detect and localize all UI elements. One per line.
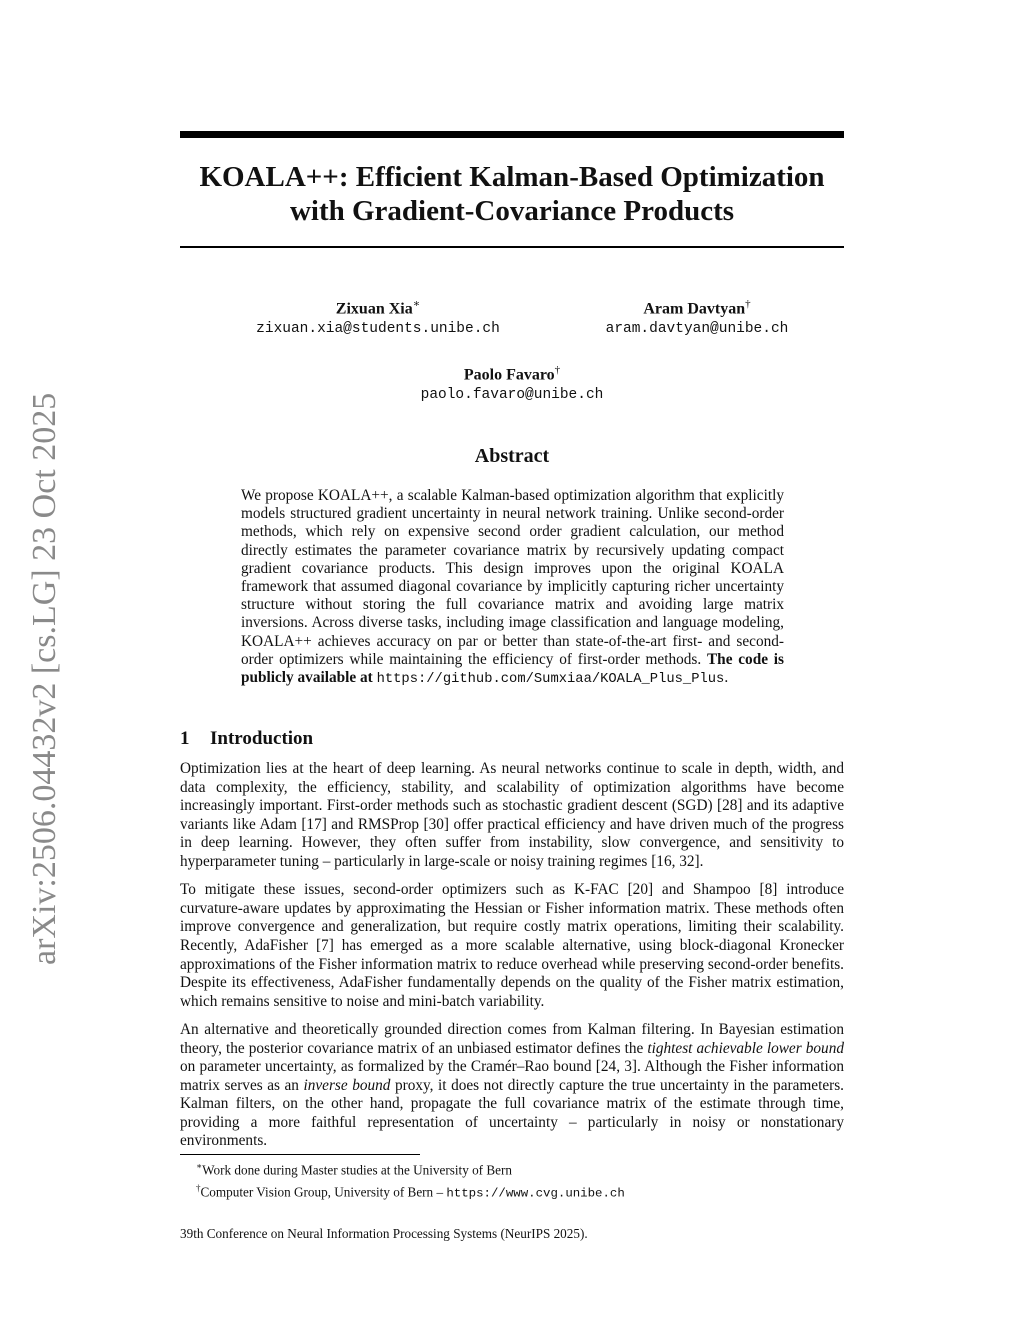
author-footnote-mark: ∗ bbox=[412, 298, 421, 310]
author-email[interactable]: aram.davtyan@unibe.ch bbox=[605, 321, 789, 338]
author-block bbox=[547, 294, 847, 339]
paper-title bbox=[180, 160, 844, 228]
footnote: †Computer Vision Group, University of Bern – https://www.cvg.unibe.ch bbox=[196, 1183, 625, 1201]
author-footnote-mark: † bbox=[745, 298, 751, 310]
author-name: Paolo Favaro bbox=[463, 366, 555, 384]
emphasis-text: tightest achievable lower bound bbox=[647, 1039, 844, 1057]
footnote-mark: ∗ bbox=[196, 1161, 203, 1171]
paragraph: An alternative and theoretically grounded direction comes from Kalman filtering. In Bayesian estimation theory, the posterior covariance matrix of an unbiased estimator defines the tightest achievable lower bound on parameter uncertainty, as formalized by the Cramér–Rao bound [24, 3]. Although the Fisher information matrix serves as an inverse bound proxy, it does not directly capture the true uncertainty in the parameters. Kalman filters, on the other hand, propagate the full covariance matrix of the estimate through time, providing a more faithful representation of uncertainty – particularly in noisy or nonstationary environments. bbox=[180, 1020, 844, 1150]
emphasis-text: inverse bound bbox=[303, 1076, 391, 1094]
author-name: Aram Davtyan bbox=[643, 300, 746, 318]
author-footnote-mark: † bbox=[554, 364, 561, 376]
paragraph: To mitigate these issues, second-order optimizers such as K-FAC [20] and Shampoo [8] introduce curvature-aware updates by approximating the Hessian or Fisher information matrix. These methods often improve convergence and generalization, but require costly matrix operations, limiting their scalability. Recently, AdaFisher [7] has emerged as a more scalable alternative, using block-diagonal Kronecker approximations of the Fisher information matrix to reduce overhead while preserving second-order benefits. Despite its effectiveness, AdaFisher fundamentally depends on the quality of the Fisher matrix estimation, which remains sensitive to noise and mini-batch variability. bbox=[180, 881, 844, 1010]
abstract-code-link[interactable]: https://github.com/Sumxiaa/KOALA_Plus_Plus bbox=[376, 672, 725, 688]
author-block bbox=[228, 294, 528, 339]
section-number: 1 bbox=[180, 728, 190, 749]
author-email[interactable]: zixuan.xia@students.unibe.ch bbox=[256, 321, 500, 338]
title-top-rule bbox=[180, 131, 844, 138]
abstract-text: We propose KOALA++, a scalable Kalman-based optimization algorithm that explicitly models structured gradient uncertainty in neural network training. Unlike second-order methods, which rely on expensive second order gradient calculation, our method directly estimates the parameter covariance matrix by recursively updating compact gradient covariance products. This design improves upon the original KOALA framework that assumed diagonal covariance by implicitly capturing richer uncertainty structure without storing the full covariance matrix and avoiding large matrix inversions. Across diverse tasks, including image classification and language modeling, KOALA++ achieves accuracy on par or better than state-of-the-art first- and second-order optimizers while maintaining the efficiency of first-order methods. bbox=[241, 487, 784, 668]
footnotes bbox=[180, 1157, 844, 1203]
footnote-divider bbox=[180, 1154, 420, 1155]
footnote-link[interactable]: https://www.cvg.unibe.ch bbox=[446, 1186, 625, 1201]
author-email[interactable]: paolo.favaro@unibe.ch bbox=[420, 387, 604, 404]
footnote-mark: † bbox=[196, 1183, 201, 1194]
abstract-body: We propose KOALA++, a scalable Kalman-based optimization algorithm that explicitly models structured gradient uncertainty in neural network training. Unlike second-order methods, which rely on expensive second order gradient calculation, our method directly estimates the parameter covariance matrix by recursively updating compact gradient covariance products. This design improves upon the original KOALA framework that assumed diagonal covariance by implicitly capturing richer uncertainty structure without storing the full covariance matrix and avoiding large matrix inversions. Across diverse tasks, including image classification and language modeling, KOALA++ achieves accuracy on par or better than state-of-the-art first- and second-order optimizers while maintaining the efficiency of first-order methods. The code is publicly available at https://github.com/Sumxiaa/KOALA_Plus_Plus. bbox=[241, 487, 784, 688]
author-block bbox=[362, 360, 662, 405]
author-name: Zixuan Xia bbox=[335, 300, 413, 318]
section-title: Introduction bbox=[210, 728, 314, 749]
section-heading-introduction bbox=[180, 727, 313, 751]
arxiv-identifier: arXiv:2506.04432v2 [cs.LG] 23 Oct 2025 bbox=[26, 392, 63, 965]
abstract-code-availability: The code is publicly available at bbox=[241, 650, 784, 687]
title-bottom-rule bbox=[180, 246, 844, 248]
footnote: ∗Work done during Master studies at the University of Bern bbox=[196, 1161, 513, 1178]
title-line-2: with Gradient-Covariance Products bbox=[289, 195, 735, 227]
title-line-1: KOALA++: Efficient Kalman-Based Optimization bbox=[199, 161, 825, 193]
introduction-body bbox=[180, 760, 844, 1161]
abstract-heading: Abstract bbox=[474, 445, 550, 467]
paragraph: Optimization lies at the heart of deep learning. As neural networks continue to scale in depth, width, and data complexity, the efficiency, stability, and scalability of optimization algorithms have become increasingly important. First-order methods such as stochastic gradient descent (SGD) [28] and its adaptive variants like Adam [17] and RMSProp [30] offer practical efficiency and have driven much of the progress in deep learning. However, they often suffer from instability, slow convergence, and sensitivity to hyperparameter tuning – particularly in large-scale or noisy training regimes [16, 32]. bbox=[180, 760, 844, 870]
venue-footer: 39th Conference on Neural Information Processing Systems (NeurIPS 2025). bbox=[180, 1226, 588, 1241]
